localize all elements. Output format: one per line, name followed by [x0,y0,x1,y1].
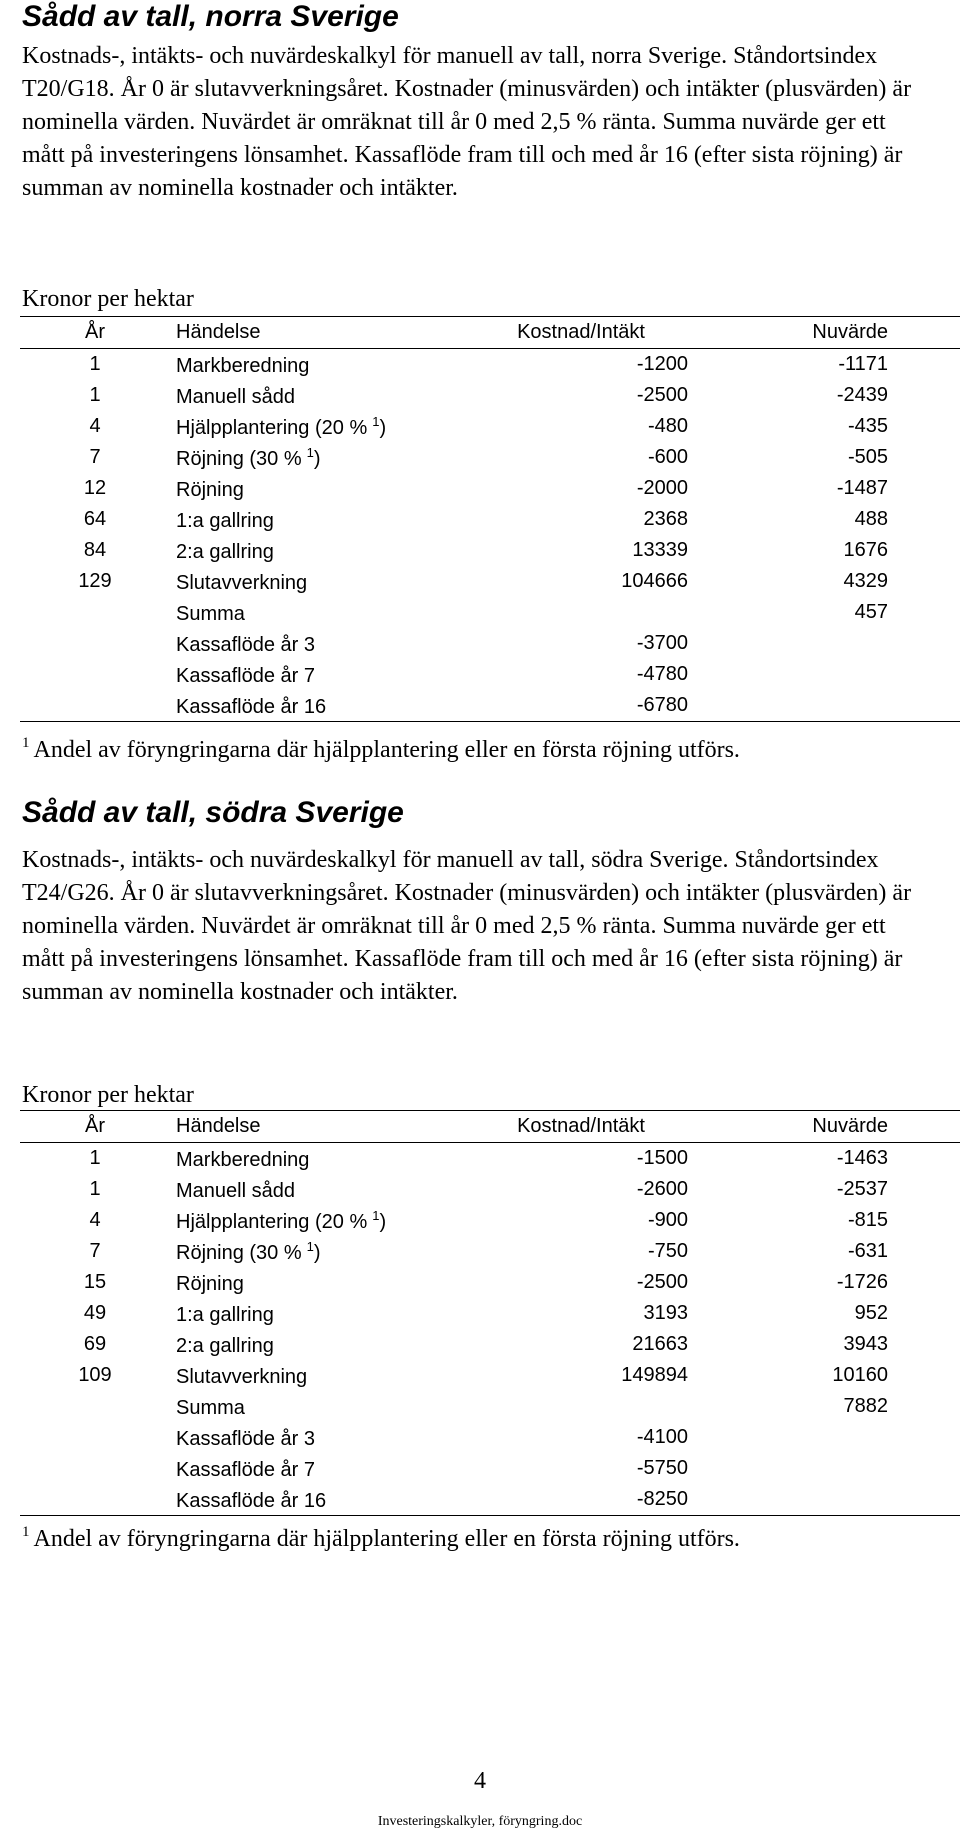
footnote-text: Andel av föryngringarna där hjälpplantering eller en första röjning utförs. [33,737,740,763]
cell-year: 129 [78,570,112,592]
cell-present-value [688,1484,888,1516]
cell-event [170,690,474,722]
cell-cost: -2500 [636,1271,688,1293]
cell-event [170,1205,474,1236]
footnote-south [22,1517,740,1554]
cell-present-value [688,628,888,659]
cell-event [170,1329,474,1360]
cell-present-value: -1726 [836,1271,888,1293]
footnote-text: Andel av föryngringarna där hjälpplantering eller en första röjning utförs. [33,1526,740,1552]
cell-cost: 13339 [632,539,688,561]
cell-year: 12 [83,477,107,499]
section-description-north: Kostnads-, intäkts- och nuvärdeskalkyl för manuell av tall, norra Sverige. Ståndortsindex T20/G18. År 0 är slutavverkningsåret. Kostnader (minusvärden) och intäkter (plusvärden) är nominella värden. Nuvärdet är omräknat till år 0 med 2,5 % ränta. Summa nuvärde ger ett mått på investeringens lönsamhet. Kassaflöde fram till och med år 16 (efter sista röjning) är summan av nominella kostnader och intäkter. [22,43,912,201]
cell-cost: -2500 [636,384,688,406]
event-text-end: ) [379,416,387,439]
cell-event [170,504,474,535]
cell-year: 1 [89,384,101,406]
cell-cost: -1200 [636,353,688,375]
cell-present-value: -1487 [836,477,888,499]
table-row [20,1484,960,1516]
cell-event [170,628,474,659]
cell-present-value: 7882 [843,1395,888,1417]
event-text: Kassaflöde år 16 [176,695,327,718]
event-text: Kassaflöde år 3 [176,1427,315,1450]
cell-year [20,690,170,722]
event-text: Manuell sådd [176,385,295,408]
footnote-ref: 1 [372,1207,380,1223]
cell-present-value [688,690,888,722]
event-text: Slutavverkning [176,1365,308,1388]
table-body [20,349,960,722]
cell-cost: -3700 [636,632,688,654]
footnote-ref: 1 [306,444,314,460]
event-text: 2:a gallring [176,540,274,563]
event-text: Hjälpplantering (20 % [176,1210,368,1233]
table-row [20,659,960,690]
cell-event [170,442,474,473]
cell-year: 1 [89,1178,101,1200]
event-text-end: ) [313,447,321,470]
cell-cost: -5750 [636,1457,688,1479]
event-text: Kassaflöde år 16 [176,1489,327,1512]
cell-event [170,411,474,442]
cell-year: 7 [89,1240,101,1262]
event-text: Manuell sådd [176,1179,295,1202]
footnote-mark: 1 [22,735,30,751]
section-description-south: Kostnads-, intäkts- och nuvärdeskalkyl för manuell av tall, södra Sverige. Ståndortsindex T24/G26. År 0 är slutavverkningsåret. Kostnader (minusvärden) och intäkter (plusvärden) är nominella värden. Nuvärdet är omräknat till år 0 med 2,5 % ränta. Summa nuvärde ger ett mått på investeringens lönsamhet. Kassaflöde fram till och med år 16 (efter sista röjning) är summan av nominella kostnader och intäkter. [22,847,912,1005]
unit-label-south: Kronor per hektar [22,1082,194,1108]
cell-event [170,535,474,566]
table-row [20,628,960,659]
cell-year [20,628,170,659]
column-header-year: År [20,317,170,349]
cell-cost: -8250 [474,1484,688,1516]
table-row [20,566,960,597]
cell-event [170,349,474,381]
cell-year [20,1422,170,1453]
cell-present-value: -815 [847,1209,888,1231]
table-row [20,473,960,504]
table-row [20,597,960,628]
table-header-row [20,317,960,349]
table-header-row [20,1111,960,1143]
event-text: Röjning [176,1272,244,1295]
cell-event [170,380,474,411]
event-text: Summa [176,602,245,625]
cell-present-value: -2439 [836,384,888,406]
cell-cost: -2000 [636,477,688,499]
cell-present-value: 1676 [843,539,888,561]
cell-year: 69 [83,1333,107,1355]
cell-cost: -600 [647,446,688,468]
footnote-north [22,728,740,765]
cell-present-value: -1171 [838,353,888,375]
cell-cost: 2368 [643,508,688,530]
cell-event [170,597,474,628]
column-header-event: Händelse [170,1111,474,1143]
table-row [20,1329,960,1360]
cell-present-value: 3943 [843,1333,888,1355]
table-row [20,1298,960,1329]
cell-event [170,1453,474,1484]
event-text-end: ) [379,1210,387,1233]
cell-year [20,659,170,690]
cell-year: 64 [83,508,107,530]
cell-cost [474,1391,688,1422]
footnote-ref: 1 [306,1238,314,1254]
cell-cost: -4100 [636,1426,688,1448]
document-filename: Investeringskalkyler, föryngring.doc [377,1814,583,1829]
cell-year: 49 [83,1302,107,1324]
cost-table-north [20,316,960,722]
column-header-event: Händelse [170,317,474,349]
column-header-present-value: Nuvärde [688,1111,888,1143]
cell-event [170,566,474,597]
cell-present-value: -2537 [836,1178,888,1200]
cell-event [170,659,474,690]
table-row [20,1453,960,1484]
event-text: Markberedning [176,1148,310,1171]
section-heading-south: Sådd av tall, södra Sverige [22,796,404,829]
event-text: 2:a gallring [176,1334,274,1357]
cell-present-value: 952 [854,1302,888,1324]
cell-event [170,1298,474,1329]
cell-year: 84 [83,539,107,561]
cell-present-value: -1463 [836,1147,888,1169]
event-text: Kassaflöde år 3 [176,633,315,656]
cell-cost [474,597,688,628]
section-heading-north: Sådd av tall, norra Sverige [22,0,399,33]
cell-year: 15 [83,1271,107,1293]
table-row [20,1422,960,1453]
table-row [20,411,960,442]
cell-event [170,1422,474,1453]
cell-year: 109 [78,1364,112,1386]
cell-present-value: -435 [847,415,888,437]
cell-year [20,597,170,628]
cell-present-value: -631 [847,1240,888,1262]
event-text: Kassaflöde år 7 [176,664,315,687]
table-row [20,504,960,535]
event-text: Röjning [176,478,244,501]
table-row [20,1360,960,1391]
column-header-present-value: Nuvärde [688,317,888,349]
column-header-year: År [20,1111,170,1143]
table-row [20,1205,960,1236]
cell-present-value [688,1453,888,1484]
cell-cost: 21663 [632,1333,688,1355]
cell-year [20,1453,170,1484]
cell-year: 1 [89,1147,101,1169]
event-text-end: ) [313,1241,321,1264]
event-text: Slutavverkning [176,571,308,594]
cell-present-value: 10160 [832,1364,888,1386]
event-text: Summa [176,1396,245,1419]
column-header-cost: Kostnad/Intäkt [474,1111,688,1143]
table-row [20,690,960,722]
cell-event [170,1143,474,1175]
footnote-mark: 1 [22,1524,30,1540]
cell-year: 7 [89,446,101,468]
table-body [20,1143,960,1516]
table-row [20,1174,960,1205]
event-text: Hjälpplantering (20 % [176,416,368,439]
cell-event [170,1174,474,1205]
unit-label-north: Kronor per hektar [22,286,194,312]
cell-present-value: 457 [854,601,888,623]
table-row [20,442,960,473]
column-header-cost: Kostnad/Intäkt [474,317,688,349]
table-row [20,1391,960,1422]
cell-cost: -2600 [636,1178,688,1200]
footnote-ref: 1 [372,413,380,429]
cell-event [170,1484,474,1516]
page-number: 4 [474,1768,486,1794]
cell-year: 4 [89,415,101,437]
event-text: Röjning (30 % [176,1241,302,1264]
cell-present-value [688,659,888,690]
cost-table-south [20,1110,960,1516]
event-text: Kassaflöde år 7 [176,1458,315,1481]
cell-event [170,1360,474,1391]
event-text: 1:a gallring [176,1303,274,1326]
table-row [20,349,960,381]
cell-present-value [688,1422,888,1453]
cell-present-value: 4329 [843,570,888,592]
table-row [20,380,960,411]
cell-year [20,1484,170,1516]
cell-cost: 104666 [621,570,688,592]
cell-cost: 3193 [643,1302,688,1324]
cell-event [170,473,474,504]
cell-year [20,1391,170,1422]
cell-event [170,1391,474,1422]
event-text: Röjning (30 % [176,447,302,470]
table-row [20,1267,960,1298]
table-row [20,535,960,566]
cell-cost: -1500 [636,1147,688,1169]
table-row [20,1236,960,1267]
cell-present-value: 488 [854,508,888,530]
cell-cost: -900 [647,1209,688,1231]
cell-event [170,1236,474,1267]
cell-year: 4 [89,1209,101,1231]
table-row [20,1143,960,1175]
event-text: 1:a gallring [176,509,274,532]
cell-cost: -480 [647,415,688,437]
cell-year: 1 [89,353,101,375]
cell-event [170,1267,474,1298]
cell-present-value: -505 [847,446,888,468]
cell-cost: -4780 [636,663,688,685]
cell-cost: -6780 [474,690,688,722]
cell-cost: 149894 [621,1364,688,1386]
cell-cost: -750 [647,1240,688,1262]
event-text: Markberedning [176,354,310,377]
